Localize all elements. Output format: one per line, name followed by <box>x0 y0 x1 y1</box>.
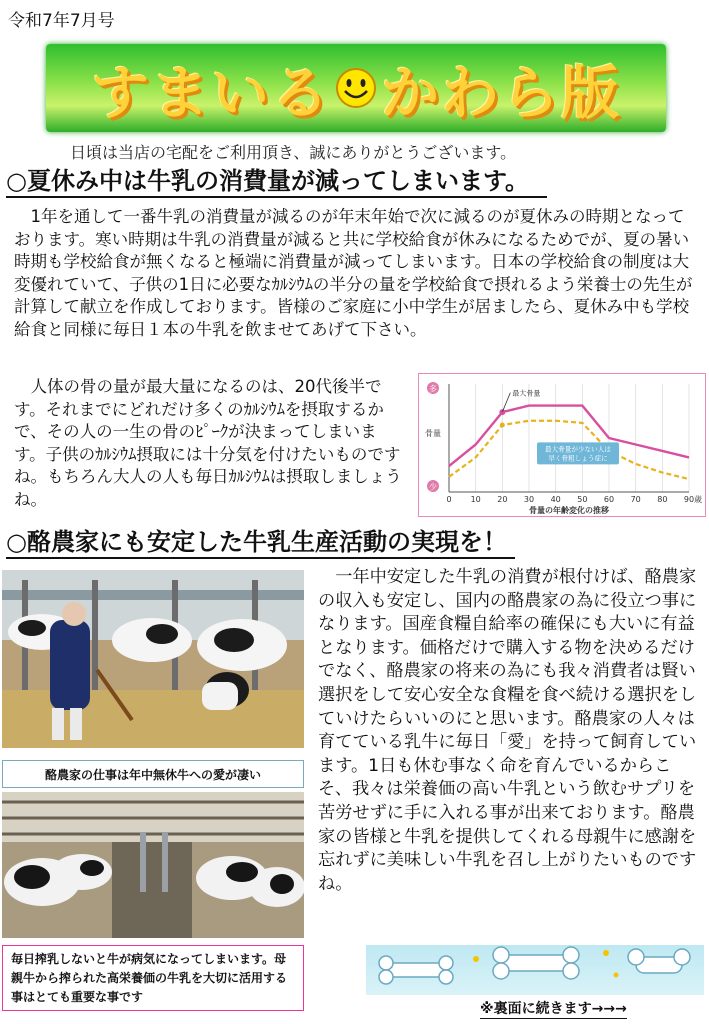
bone-mass-chart <box>418 373 706 517</box>
continue-note: ※裏面に続きます→→→ <box>480 998 627 1019</box>
farmer-photo <box>2 570 304 748</box>
x-tick-label: 40 <box>550 495 561 504</box>
x-tick-label: 20 <box>497 495 508 504</box>
greeting-text: 日頃は当店の宅配をご利用頂き、誠にありがとうございます。 <box>70 143 517 162</box>
barn-photo <box>2 792 304 938</box>
x-tick-label: 10 <box>470 495 481 504</box>
photo1-caption: 酪農家の仕事は年中無休牛への愛が凄い <box>2 760 304 788</box>
x-tick-label: 70 <box>630 495 641 504</box>
photo2-caption: 毎日搾乳しないと牛が病気になってしまいます。母親牛から搾られた高栄養価の牛乳を大切に活用する事はとても重要な事です <box>2 945 304 1011</box>
x-axis-label: 骨量の年齢変化の推移 <box>529 506 609 515</box>
x-tick-label: 90 <box>683 495 695 504</box>
section2-paragraph: 一年中安定した牛乳の消費が根付けば、酪農家の収入も安定し、国内の酪農家の為に役立つ事になります。国産食糧自給率の確保にも大いに有益となります。価格だけで購入する物を決めるだけでなく、酪農家の将来の為にも我々消費者は賢い選択をして安心安全な食糧を食べ続ける選択をしていけたらいいのにと思います。酪農家の人々は育てている乳牛に毎日「愛」を持って飼育しています。1日も休む事なく命を育んでいるからこそ、我々は栄養価の高い牛乳という飲むサプリを苦労せずに手に入れる事が出来ております。酪農家の皆様と牛乳を提供してくれる母親牛に感謝を忘れずに美味しい牛乳を召し上がりたいものですね。 <box>318 567 697 894</box>
y-axis-label: 骨量 <box>425 429 441 438</box>
note-line1: 最大骨量が少ない人は <box>545 445 611 454</box>
note-line2: 早く骨粗しょう症に <box>548 454 608 463</box>
x-tick-label: 60 <box>603 495 615 504</box>
section1-paragraph: 1年を通して一番牛乳の消費量が減るのが年末年始で次に減るのが夏休みの時期となっております。寒い時期は牛乳の消費量が減ると共に学校給食が休みになるためでが、夏の暑い時期も学校給食が無くなると極端に消費量が減ってしまいます。日本の学校給食の制度は大変優れていて、子供の1日に必要なｶﾙｼｳﾑの半分の量を学校給食で摂れるよう栄養士の先生が計算して献立を作成しております。皆様のご家庭に小中学生が居ましたら、夏休み中も学校給食と同様に毎日１本の牛乳を飲ませてあげて下さい。 <box>14 207 693 339</box>
bone-paragraph: 人体の骨の量が最大量になるのは、20代後半です。それまでにどれだけ多くのｶﾙｼｳﾑを摂取するかで、その人の一生の骨のﾋﾟｰｸが決まってしまいます。子供のｶﾙｼｳﾑ摂取には十分気を付けたいものですね。もちろん大人の人も毎日ｶﾙｼｳﾑは摂取しましょうね。 <box>14 377 402 509</box>
peak-annotation: 最大骨量 <box>512 389 541 398</box>
x-tick-label: 80 <box>657 495 668 504</box>
y-low-label: 少 <box>429 482 437 492</box>
x-unit-label: 歳 <box>694 495 702 504</box>
smiley-icon <box>335 67 377 109</box>
section1-heading: ○夏休み中は牛乳の消費量が減ってしまいます。 <box>6 166 547 198</box>
peak-leader <box>502 393 510 412</box>
chart-svg <box>419 374 705 516</box>
section2-heading: ○酪農家にも安定した牛乳生産活動の実現を！ <box>6 527 515 559</box>
bone-character-illustration <box>366 945 704 995</box>
title-part1: すまいる <box>90 59 331 127</box>
x-tick-label: 0 <box>446 495 452 504</box>
newsletter-title <box>46 44 666 132</box>
y-high-label: 多 <box>429 384 437 394</box>
x-tick-label: 30 <box>523 495 535 504</box>
issue-date: 令和7年7月号 <box>8 11 115 31</box>
x-tick-label: 50 <box>577 495 588 504</box>
title-part2: かわら版 <box>381 59 622 127</box>
low-peak-point <box>500 423 505 428</box>
peak-point <box>499 409 505 415</box>
